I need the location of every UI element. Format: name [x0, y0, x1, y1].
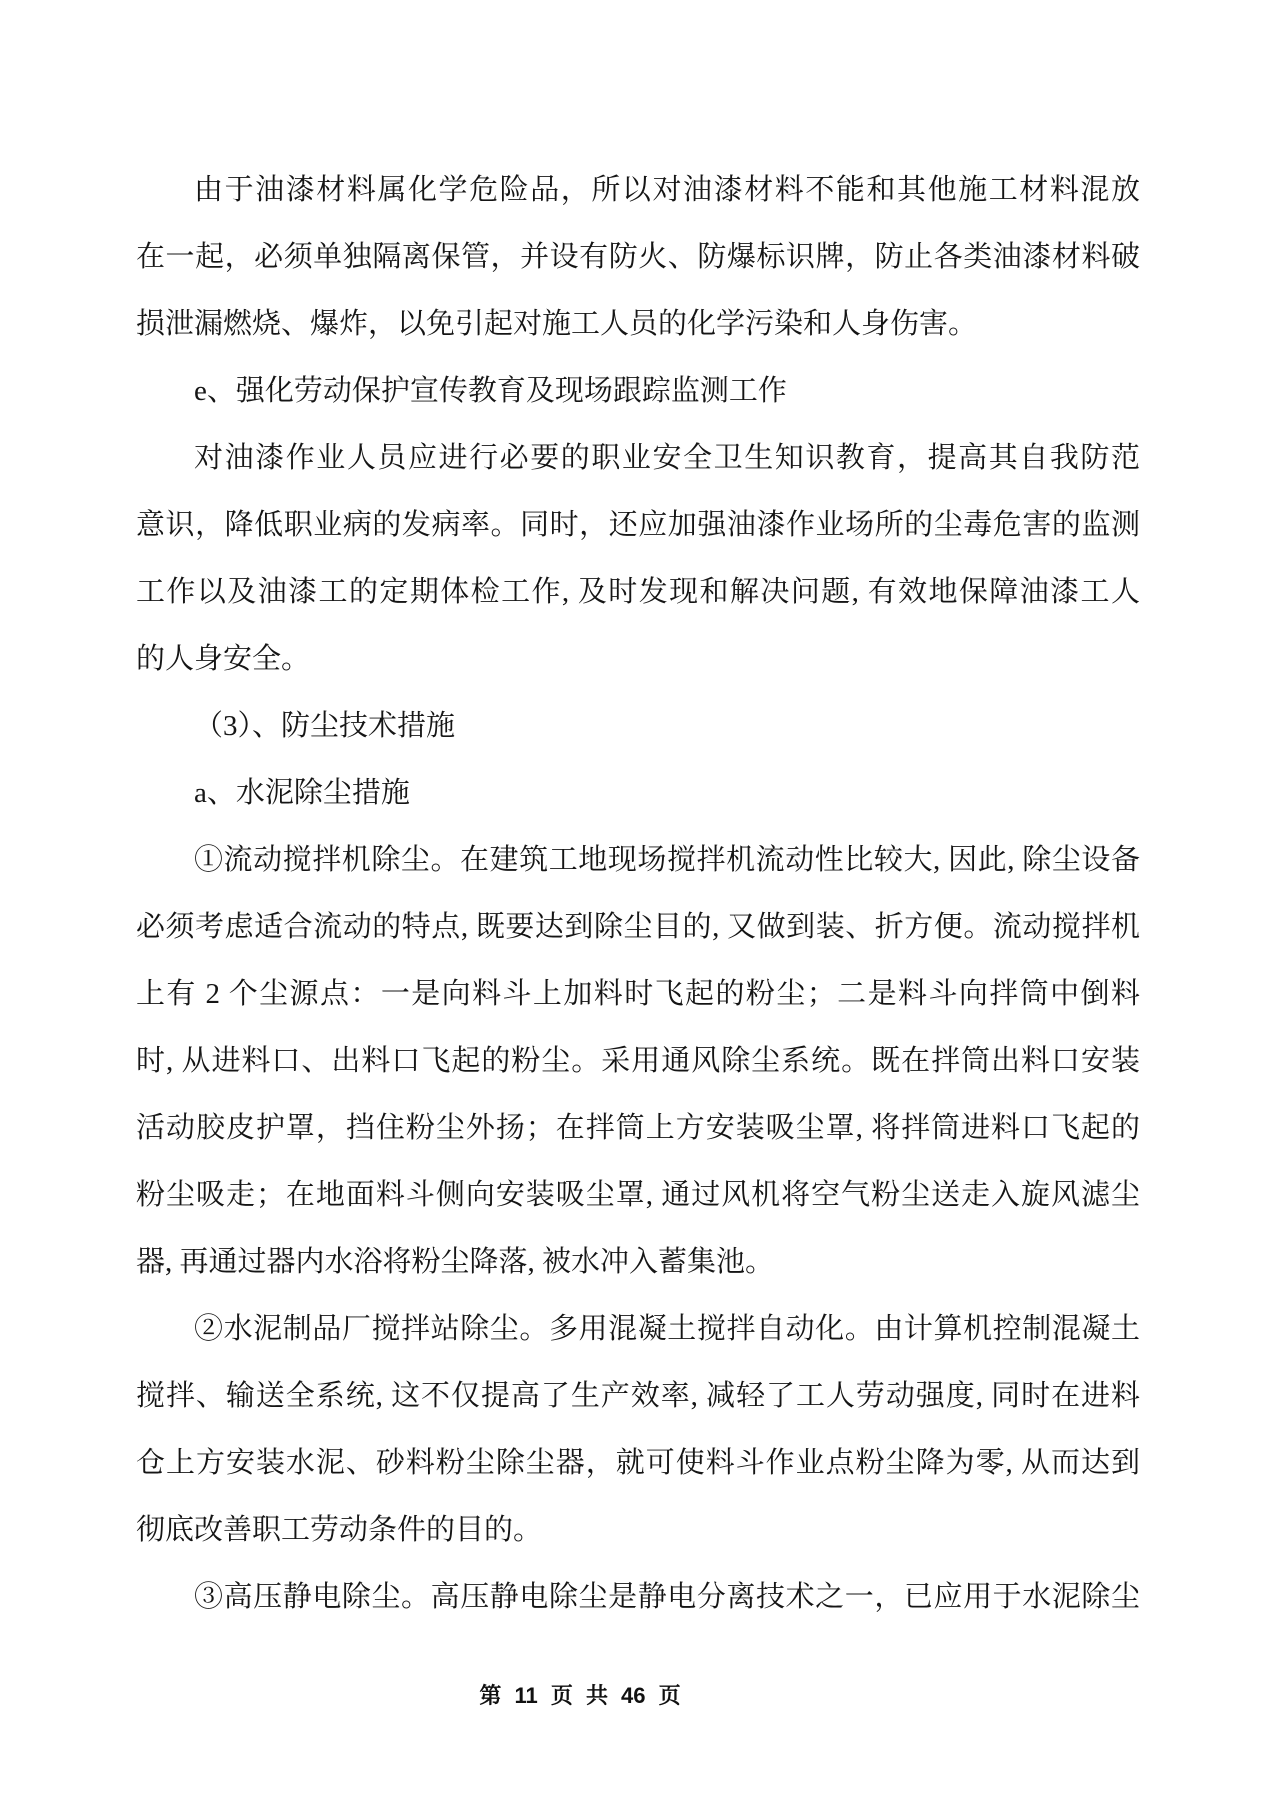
text-line: a、水泥除尘措施 — [194, 777, 410, 809]
text-line: 损泄漏燃烧、爆炸，以免引起对施工人员的化学污染和人身伤害。 — [136, 308, 978, 340]
text-line: 的人身安全。 — [136, 643, 311, 675]
text-line: 仓上方安装水泥、砂料粉尘除尘器，就可使料斗作业点粉尘降为零, 从而达到 — [136, 1447, 1140, 1479]
page-footer — [0, 1683, 1160, 1709]
text-line: 器, 再通过器内水浴将粉尘降落, 被水冲入蓄集池。 — [136, 1246, 775, 1278]
text-line: ①流动搅拌机除尘。在建筑工地现场搅拌机流动性比较大, 因此, 除尘设备 — [194, 844, 1140, 876]
page-number-label: 第 11 页 共 46 页 — [479, 1683, 681, 1708]
text-line: 工作以及油漆工的定期体检工作, 及时发现和解决问题, 有效地保障油漆工人 — [136, 576, 1140, 608]
document-body — [136, 157, 1140, 1631]
text-line: 时, 从进料口、出料口飞起的粉尘。采用通风除尘系统。既在拌筒出料口安装 — [136, 1045, 1140, 1077]
text-line: e、强化劳动保护宣传教育及现场跟踪监测工作 — [194, 375, 787, 407]
text-line: 意识，降低职业病的发病率。同时，还应加强油漆作业场所的尘毒危害的监测 — [136, 509, 1140, 541]
text-line: 搅拌、输送全系统, 这不仅提高了生产效率, 减轻了工人劳动强度, 同时在进料 — [136, 1380, 1140, 1412]
text-line: 在一起，必须单独隔离保管，并设有防火、防爆标识牌，防止各类油漆材料破 — [136, 241, 1140, 273]
text-line: 必须考虑适合流动的特点, 既要达到除尘目的, 又做到装、折方便。流动搅拌机 — [136, 911, 1140, 943]
text-line: 彻底改善职工劳动条件的目的。 — [136, 1514, 543, 1546]
text-line: 活动胶皮护罩，挡住粉尘外扬；在拌筒上方安装吸尘罩, 将拌筒进料口飞起的 — [136, 1112, 1140, 1144]
text-line: ③高压静电除尘。高压静电除尘是静电分离技术之一，已应用于水泥除尘 — [194, 1581, 1140, 1613]
text-line: 粉尘吸走；在地面料斗侧向安装吸尘罩, 通过风机将空气粉尘送走入旋风滤尘 — [136, 1179, 1140, 1211]
text-line: 上有 2 个尘源点：一是向料斗上加料时飞起的粉尘；二是料斗向拌筒中倒料 — [136, 978, 1140, 1010]
text-line: 对油漆作业人员应进行必要的职业安全卫生知识教育，提高其自我防范 — [194, 442, 1140, 474]
text-line: （3）、防尘技术措施 — [194, 710, 456, 742]
text-line: ②水泥制品厂搅拌站除尘。多用混凝土搅拌自动化。由计算机控制混凝土 — [194, 1313, 1140, 1345]
text-line: 由于油漆材料属化学危险品，所以对油漆材料不能和其他施工材料混放 — [194, 174, 1140, 206]
